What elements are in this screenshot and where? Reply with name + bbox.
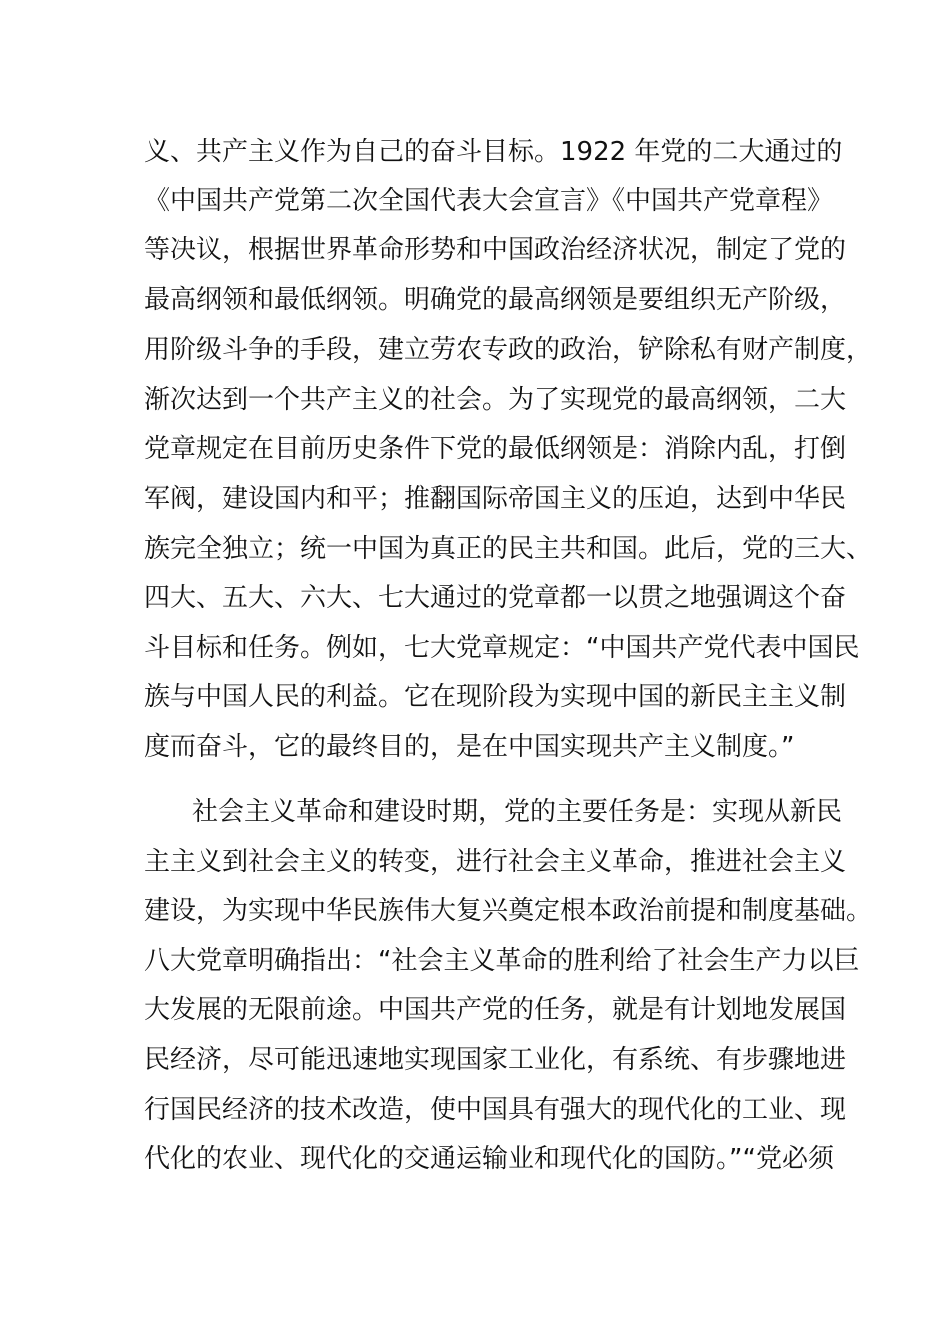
- text-line: 渐次达到一个共产主义的社会。为了实现党的最高纲领，二大: [144, 385, 847, 415]
- text-line: 族完全独立；统一中国为真正的民主共和国。此后，党的三大、: [144, 534, 873, 564]
- text-line: 族与中国人民的利益。它在现阶段为实现中国的新民主主义制: [144, 682, 847, 712]
- text-line: 最高纲领和最低纲领。明确党的最高纲领是要组织无产阶级，: [144, 285, 847, 315]
- text-line: 八大党章明确指出：“社会主义革命的胜利给了社会生产力以巨: [144, 946, 860, 976]
- text-line: 社会主义革命和建设时期，党的主要任务是：实现从新民: [192, 797, 843, 827]
- text-line: 等决议，根据世界革命形势和中国政治经济状况，制定了党的: [144, 235, 847, 265]
- text-line: 义、共产主义作为自己的奋斗目标。1922 年党的二大通过的: [144, 137, 843, 167]
- text-line: 斗目标和任务。例如，七大党章规定：“中国共产党代表中国民: [144, 633, 860, 663]
- text-line: 用阶级斗争的手段，建立劳农专政的政治，铲除私有财产制度，: [144, 335, 873, 365]
- text-line: 代化的农业、现代化的交通运输业和现代化的国防。”“党必须: [144, 1144, 834, 1174]
- text-line: 军阀，建设国内和平；推翻国际帝国主义的压迫，达到中华民: [144, 484, 847, 514]
- text-line: 主主义到社会主义的转变，进行社会主义革命，推进社会主义: [144, 847, 847, 877]
- text-line: 民经济，尽可能迅速地实现国家工业化，有系统、有步骤地进: [144, 1045, 847, 1075]
- text-line: 《中国共产党第二次全国代表大会宣言》《中国共产党章程》: [144, 186, 834, 216]
- text-line: 行国民经济的技术改造，使中国具有强大的现代化的工业、现: [144, 1095, 847, 1125]
- text-line: 大发展的无限前途。中国共产党的任务，就是有计划地发展国: [144, 995, 847, 1025]
- text-line: 党章规定在目前历史条件下党的最低纲领是：消除内乱，打倒: [144, 434, 847, 464]
- text-line: 四大、五大、六大、七大通过的党章都一以贯之地强调这个奋: [144, 583, 847, 613]
- text-line: 度而奋斗，它的最终目的，是在中国实现共产主义制度。”: [144, 732, 795, 762]
- text-line: 建设，为实现中华民族伟大复兴奠定根本政治前提和制度基础。: [144, 896, 873, 926]
